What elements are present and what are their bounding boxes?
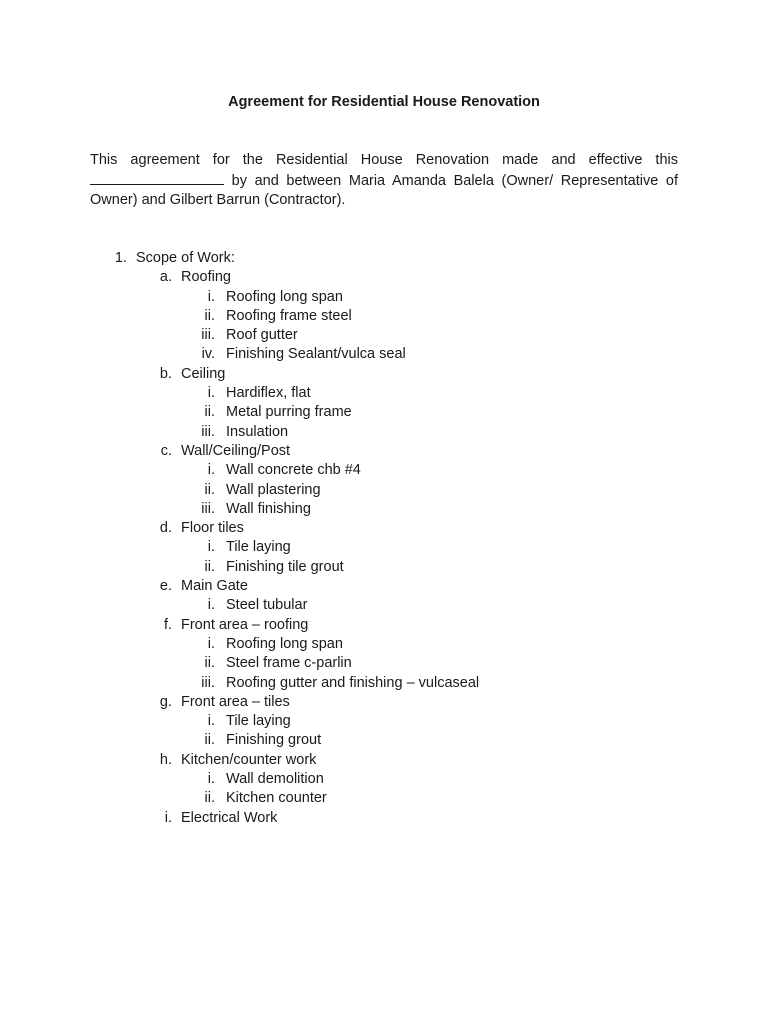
outline-label: Wall finishing [226,500,311,517]
outline-label: Ceiling [181,365,226,382]
outline-label: Steel frame c-parlin [226,655,352,672]
outline-marker: i. [207,385,215,402]
outline-item [0,693,768,712]
intro-line-1: This agreement for the Residential House Renovation made and effective this [90,152,678,168]
outline-item [0,307,768,326]
outline-marker: i. [207,462,215,479]
outline-label: Steel tubular [226,597,308,614]
outline-item [0,249,768,268]
outline-item [0,500,768,519]
outline-item [0,770,768,789]
outline-item [0,268,768,287]
outline-marker: i. [207,539,215,556]
outline-label: Floor tiles [181,520,244,537]
outline-label: Wall/Ceiling/Post [181,442,291,459]
outline-marker: ii. [204,404,215,421]
outline-label: Roof gutter [226,327,298,344]
outline-item [0,809,768,828]
outline-item [0,461,768,480]
outline-item [0,558,768,577]
outline-marker: i. [207,597,215,614]
document-title: Agreement for Residential House Renovation [228,94,540,110]
outline-label: Front area – tiles [181,693,290,710]
outline-marker: 1. [114,250,127,266]
outline-label: Tile laying [226,713,291,730]
outline-item [0,616,768,635]
outline-item [0,442,768,461]
outline-label: Wall demolition [226,771,324,788]
outline-marker: e. [159,578,172,595]
outline-marker: iii. [201,423,215,440]
outline-item [0,384,768,403]
outline-item [0,326,768,345]
outline-marker: d. [159,520,172,537]
outline-label: Hardiflex, flat [226,385,311,402]
scope-of-work-outline [0,249,768,828]
outline-marker: b. [159,365,172,382]
outline-label: Finishing Sealant/vulca seal [226,346,406,363]
outline-label: Kitchen/counter work [181,751,317,768]
outline-item [0,654,768,673]
intro-paragraph [90,151,678,211]
outline-label: Roofing frame steel [226,307,352,324]
outline-item [0,288,768,307]
outline-item [0,635,768,654]
outline-marker: h. [159,751,172,768]
outline-label: Wall concrete chb #4 [226,462,361,479]
outline-label: Main Gate [181,578,248,595]
outline-marker: i. [207,713,215,730]
outline-label: Roofing long span [226,288,343,305]
outline-item [0,481,768,500]
outline-marker: ii. [204,655,215,672]
outline-label: Kitchen counter [226,790,327,807]
outline-marker: ii. [204,481,215,498]
intro-line-2-text: by and between Maria Amanda Balela (Owner/ Representative of [224,172,678,189]
outline-label: Front area – roofing [181,616,309,633]
outline-item [0,403,768,422]
outline-label: Scope of Work: [136,250,235,266]
outline-marker: ii. [204,307,215,324]
outline-marker: ii. [204,732,215,749]
outline-item [0,577,768,596]
outline-label: Finishing grout [226,732,322,749]
outline-label: Roofing gutter and finishing – vulcaseal [226,674,480,691]
outline-marker: iii. [201,327,215,344]
outline-label: Electrical Work [181,809,278,826]
outline-item [0,345,768,364]
outline-item [0,365,768,384]
outline-marker: i. [207,288,215,305]
outline-label: Wall plastering [226,481,321,498]
outline-marker: iv. [201,346,215,363]
outline-item [0,712,768,731]
outline-label: Insulation [226,423,289,440]
outline-item [0,596,768,615]
outline-marker: i. [207,771,215,788]
outline-label: Tile laying [226,539,291,556]
intro-line-3: Owner) and Gilbert Barrun (Contractor). [90,192,346,208]
outline-marker: f. [163,616,172,633]
outline-item [0,751,768,770]
outline-item [0,519,768,538]
outline-marker: c. [160,442,172,459]
outline-marker: ii. [204,558,215,575]
outline-marker: i. [164,809,172,826]
outline-item [0,731,768,750]
outline-marker: i. [207,635,215,652]
outline-label: Metal purring frame [226,404,352,421]
outline-marker: iii. [201,674,215,691]
outline-marker: g. [159,693,172,710]
date-blank-line [90,171,224,185]
outline-marker: ii. [204,790,215,807]
outline-label: Roofing [181,269,231,286]
outline-label: Roofing long span [226,635,343,652]
outline-label: Finishing tile grout [226,558,344,575]
outline-item [0,423,768,442]
intro-line-2 [90,171,678,192]
outline-item [0,789,768,808]
outline-item [0,538,768,557]
outline-marker: a. [159,269,172,286]
outline-item [0,674,768,693]
outline-marker: iii. [201,500,215,517]
